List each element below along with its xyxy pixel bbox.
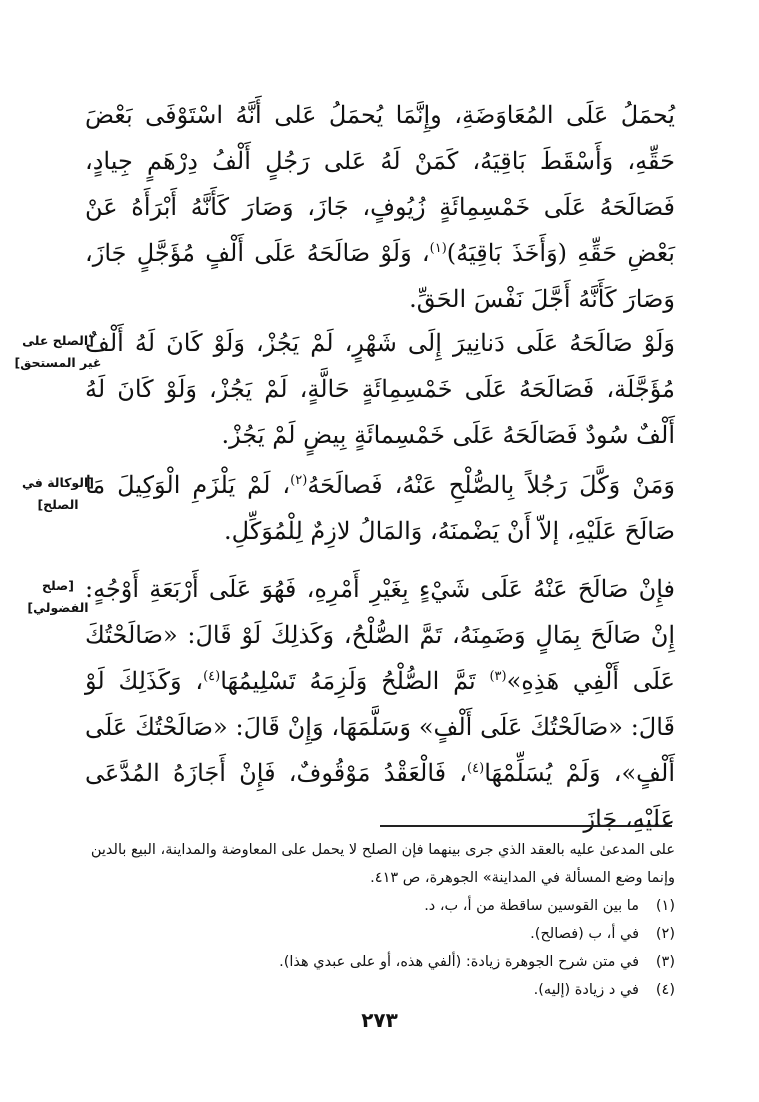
paragraph-3-text: وَمَنْ وَكَّلَ رَجُلاً بِالصُّلْحِ عَنْهُ، فَصالَحَهُ bbox=[307, 471, 675, 499]
paragraph-2 bbox=[85, 320, 675, 458]
paragraph-1 bbox=[85, 92, 675, 322]
footnote-ref-2: (٢) bbox=[290, 473, 308, 488]
footnote-4-number: (٤) bbox=[655, 982, 675, 998]
footnote-2-text: في أ، ب (فصالح). bbox=[530, 926, 639, 942]
footnote-ref-3: (٣) bbox=[489, 669, 507, 684]
paragraph-1-text-end: ، وَلَوْ صَالَحَهُ عَلَى أَلْفٍ مُؤَجَّلٍ جَازَ، وَصَارَ كَأَنَّهُ أَجَّلَ نَفْسَ الحَقِّ. bbox=[85, 239, 675, 313]
footnote-1 bbox=[85, 892, 675, 920]
footnote-2-number: (٢) bbox=[655, 926, 675, 942]
footnote-ref-4b: (٤) bbox=[467, 761, 485, 776]
paragraph-4-text-2: تَمَّ الصُّلْحُ وَلَزِمَهُ تَسْلِيمُهَا bbox=[220, 667, 490, 695]
footnote-ref-1: (١) bbox=[429, 241, 447, 256]
paragraph-3-text-end: ، لَمْ يَلْزَمِ الْوَكِيلَ مَا صَالَحَ عَلَيْهِ، إلاّ أَنْ يَضْمنَهُ، وَالمَالُ لازِمٌ لِلْمُوَكِّلِ. bbox=[85, 471, 675, 545]
footnote-ref-4a: (٤) bbox=[203, 669, 221, 684]
paragraph-2-text: وَلَوْ صَالَحَهُ عَلَى دَنانِيرَ إِلَى شَهْرٍ، لَمْ يَجُزْ، وَلَوْ كَانَ لَهُ أَلْفٌ مُؤَجَّلَة، فَصَالَحَهُ عَلَى خَمْسِمِائَةٍ حَالَّةٍ، لَمْ يَجُزْ، وَلَوْ كَانَ لَهُ أَلْفٌ سُودٌ فَصَالَحَهُ عَلَى خَمْسِمائَةٍ بِيضٍ لَمْ يَجُزْ. bbox=[85, 329, 675, 449]
paragraph-4-text: فإِنْ صَالَحَ عَنْهُ عَلَى شَيْءٍ بِغَيْرِ أَمْرِهِ، فَهُوَ عَلَى أَرْبَعَةِ أَوْجُهٍ: إِنْ صَالَحَ بِمَالٍ وَضَمِنَهُ، تَمَّ الصُّلْحُ، وَكَذلِكَ لَوْ قَالَ: «صَالَحْتُكَ عَلَى أَلْفِي هَذِهِ» bbox=[85, 575, 675, 695]
paragraph-4 bbox=[85, 566, 675, 842]
footnote-3 bbox=[85, 948, 675, 976]
footnote-continuation: على المدعىٰ عليه بالعقد الذي جرى بينهما فإن الصلح لا يحمل على المعاوضة والمداينة، البيع بالدين وإنما وضع المسألة في المداينة» الجوهرة، ص ٤١٣. bbox=[90, 842, 675, 886]
footnote-4 bbox=[85, 976, 675, 1004]
footnote-1-number: (١) bbox=[655, 898, 675, 914]
footnote-1-text: ما بين القوسين ساقطة من أ، ب، د. bbox=[424, 898, 639, 914]
side-note-3: [صلح الفضولي] bbox=[27, 578, 89, 615]
footnote-3-text: في متن شرح الجوهرة زيادة: (ألفي هذه، أو على عبدي هذا). bbox=[279, 954, 639, 970]
paragraph-3 bbox=[85, 462, 675, 554]
side-note-1: [الصلح على غير المستحق] bbox=[14, 333, 102, 370]
page-number: ٢٧٣ bbox=[361, 1008, 398, 1032]
paragraph-4-text-3: ، وَكَذَلِكَ لَوْ قَالَ: «صَالَحْتُكَ عَلَى أَلْفٍ» وَسَلَّمَهَا، وَإِنْ قَالَ: «صَالَحْتُكَ عَلَى أَلْفٍ»، وَلَمْ يُسَلِّمْهَا bbox=[85, 667, 675, 787]
paragraph-4-text-4: ، فَالْعَقْدُ مَوْقُوفٌ، فَإِنْ أَجَازَهُ المُدَّعَى عَلَيْهِ، جَازَ bbox=[85, 759, 675, 833]
footnote-2 bbox=[85, 920, 675, 948]
footnote-4-text: في د زيادة (إليه). bbox=[533, 982, 639, 998]
footnote-3-number: (٣) bbox=[655, 954, 675, 970]
footnote-divider bbox=[380, 825, 672, 827]
paragraph-1-text: يُحمَلُ عَلَى المُعَاوَضَةِ، وإِنَّمَا يُحمَلُ عَلى أَنَّهُ اسْتَوْفَى بَعْضَ حَقِّهِ، وَأَسْقَطَ بَاقِيَهُ، كَمَنْ لَهُ عَلى رَجُلٍ أَلْفُ دِرْهَمٍ جِيادٍ، فَصَالَحَهُ عَلَى خَمْسِمِائَةٍ زُيُوفٍ، جَازَ، وَصَارَ كَأَنَّهُ أَبْرَأَهُ عَنْ بَعْضِ حَقِّهِ (وَأَخَذَ بَاقِيَهُ) bbox=[85, 101, 675, 267]
side-note-2: [الوكالة في الصلح] bbox=[22, 475, 94, 512]
